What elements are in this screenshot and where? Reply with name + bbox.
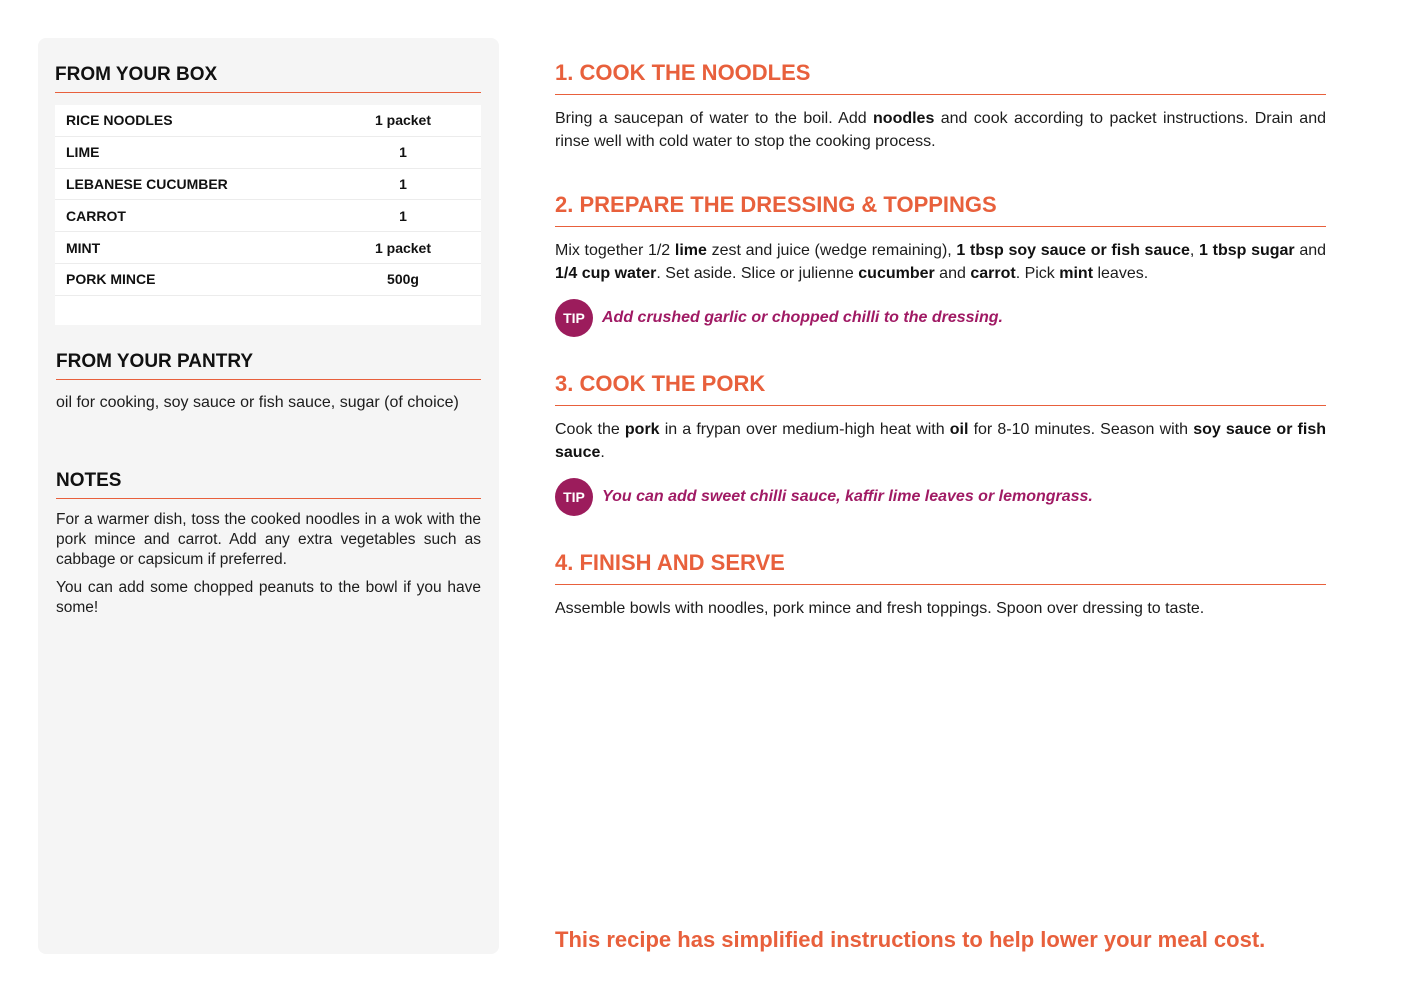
step-body: [555, 597, 1326, 620]
step-text: and cook according to packet instructions. Drain and rinse well with cold water to stop the cooking process.: [555, 110, 1327, 150]
note-paragraph: You can add some chopped peanuts to the bowl if you have some!: [56, 579, 481, 616]
step-bold-term: 1/4 cup water: [555, 265, 657, 282]
table-row: [55, 232, 481, 264]
ingredient-name: PORK MINCE: [66, 271, 156, 288]
table-row: [55, 137, 481, 169]
step-body: [555, 107, 1326, 153]
step-1: [555, 60, 1326, 153]
tip-step-3: [555, 478, 1093, 516]
step-text: Cook the: [555, 421, 625, 438]
tip-text: You can add sweet chilli sauce, kaffir lime leaves or lemongrass.: [602, 488, 1093, 505]
ingredients-panel: [38, 38, 499, 954]
ingredient-name: MINT: [66, 239, 101, 256]
table-row: [55, 200, 481, 232]
step-text: leaves.: [1093, 265, 1149, 282]
tip-badge: TIP: [555, 478, 593, 516]
box-section-title: FROM YOUR BOX: [55, 64, 481, 93]
step-title: 2. PREPARE THE DRESSING & TOPPINGS: [555, 192, 1326, 227]
step-title: 4. FINISH AND SERVE: [555, 550, 1326, 585]
notes-body: [56, 510, 481, 626]
ingredient-name: RICE NOODLES: [66, 112, 173, 129]
step-text: zest and juice (wedge remaining),: [706, 242, 957, 259]
ingredient-qty: 1: [399, 175, 407, 192]
step-bold-term: cucumber: [858, 265, 935, 282]
step-text: .: [600, 444, 605, 461]
step-text: . Set aside. Slice or julienne: [656, 265, 859, 282]
step-bold-term: oil: [949, 421, 969, 438]
step-body: [555, 239, 1326, 285]
ingredient-qty: 1: [399, 144, 407, 161]
note-paragraph: For a warmer dish, toss the cooked noodles in a wok with the pork mince and carrot. Add any extra vegetables such as cabbage or capsicum if preferred.: [56, 511, 481, 568]
step-text: and: [1294, 242, 1327, 259]
step-bold-term: noodles: [873, 110, 935, 127]
step-text: in a frypan over medium-high heat with: [659, 421, 950, 438]
pantry-section-title: FROM YOUR PANTRY: [56, 351, 481, 380]
step-text: Bring a saucepan of water to the boil. Add: [555, 110, 874, 127]
step-text: for 8-10 minutes. Season with: [968, 421, 1194, 438]
step-2: [555, 192, 1326, 285]
table-row: [55, 169, 481, 201]
step-body: [555, 418, 1326, 464]
tip-badge: TIP: [555, 299, 593, 337]
table-row: [55, 105, 481, 137]
step-bold-term: soy sauce or fish sauce: [555, 421, 1327, 461]
simplified-recipe-note: This recipe has simplified instructions to help lower your meal cost.: [555, 927, 1266, 952]
tip-text: Add crushed garlic or chopped chilli to the dressing.: [602, 309, 1003, 326]
pantry-text: oil for cooking, soy sauce or fish sauce, sugar (of choice): [56, 394, 459, 411]
step-text: . Pick: [1015, 265, 1060, 282]
step-text: ,: [1189, 242, 1200, 259]
ingredient-qty: 1 packet: [374, 239, 432, 256]
ingredient-name: CARROT: [66, 207, 126, 224]
step-bold-term: 1 tbsp sugar: [1199, 242, 1295, 259]
ingredients-table: [55, 105, 481, 325]
step-3: [555, 371, 1326, 464]
step-text: and: [934, 265, 971, 282]
step-text: Mix together 1/2: [555, 242, 675, 259]
step-4: [555, 550, 1326, 620]
ingredient-name: LIME: [66, 144, 100, 161]
ingredient-qty: 1: [399, 207, 407, 224]
tip-step-2: [555, 299, 1003, 337]
ingredient-qty: 500g: [387, 271, 419, 288]
step-bold-term: lime: [674, 242, 707, 259]
step-text: Assemble bowls with noodles, pork mince and fresh toppings. Spoon over dressing to taste.: [555, 600, 1205, 617]
step-bold-term: carrot: [970, 265, 1016, 282]
ingredient-name: LEBANESE CUCUMBER: [66, 175, 228, 192]
step-title: 3. COOK THE PORK: [555, 371, 1326, 406]
table-row: [55, 264, 481, 296]
ingredient-qty: 1 packet: [374, 112, 432, 129]
step-bold-term: mint: [1059, 265, 1094, 282]
notes-section-title: NOTES: [56, 470, 481, 499]
step-title: 1. COOK THE NOODLES: [555, 60, 1326, 95]
step-bold-term: 1 tbsp soy sauce or fish sauce: [956, 242, 1190, 259]
step-bold-term: pork: [624, 421, 660, 438]
